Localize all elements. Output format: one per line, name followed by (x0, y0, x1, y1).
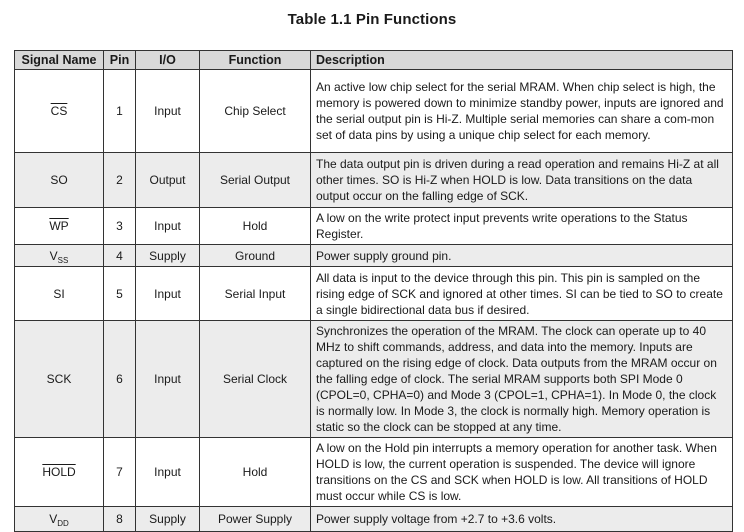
io-cell: Input (136, 267, 200, 321)
function-cell: Hold (200, 208, 311, 245)
table-row-so (15, 153, 733, 208)
description-cell: A low on the write protect input prevents write operations to the Status Register. (311, 208, 733, 245)
pin-cell: 7 (104, 438, 136, 507)
header-function: Function (200, 51, 311, 70)
io-cell: Supply (136, 507, 200, 532)
header-pin: Pin (104, 51, 136, 70)
description-cell: Power supply voltage from +2.7 to +3.6 volts. (311, 507, 733, 532)
table-title: Table 1.1 Pin Functions (287, 11, 457, 28)
function-cell: Ground (200, 245, 311, 267)
signal-cell: SO (15, 153, 104, 208)
signal-name: $\overline{CS}$ (50, 104, 68, 118)
pin-functions-table (14, 50, 733, 532)
signal-cell: SCK (15, 321, 104, 438)
header-io: I/O (136, 51, 200, 70)
io-cell: Input (136, 70, 200, 153)
io-cell: Supply (136, 245, 200, 267)
header-description: Description (311, 51, 733, 70)
signal-cell (15, 245, 104, 267)
function-cell: Serial Output (200, 153, 311, 208)
signal-cell (15, 208, 104, 245)
table-row-cs (15, 70, 733, 153)
pin-cell: 6 (104, 321, 136, 438)
signal-cell (15, 70, 104, 153)
table-row-hold (15, 438, 733, 507)
signal-name: HOLD (42, 465, 76, 479)
signal-name: $\overline{WP}$ (49, 219, 69, 233)
function-cell: Hold (200, 438, 311, 507)
pin-cell: 1 (104, 70, 136, 153)
header-row (15, 51, 733, 70)
pin-cell: 2 (104, 153, 136, 208)
signal-subscript: SS (57, 255, 69, 265)
signal-name: V (49, 512, 58, 526)
table-row-sck (15, 321, 733, 438)
description-cell: Power supply ground pin. (311, 245, 733, 267)
pin-cell: 8 (104, 507, 136, 532)
description-cell: An active low chip select for the serial MRAM. When chip select is high, the memory is powered down to minimize standby power, inputs are ignored and the serial output pin is Hi-Z. Multiple serial memories can share a com-mon set of data pins by using a unique chip select for each memory. (311, 70, 733, 153)
signal-name: V (49, 248, 58, 263)
signal-cell (15, 507, 104, 532)
description-cell: All data is input to the device through this pin. This pin is sampled on the rising edge of SCK and ignored at other times. SI can be tied to SO to create a single bidirectional data bus if desired. (311, 267, 733, 321)
io-cell: Input (136, 321, 200, 438)
signal-subscript: DD (57, 519, 69, 528)
pin-cell: 3 (104, 208, 136, 245)
description-cell: Synchronizes the operation of the MRAM. The clock can operate up to 40 MHz to shift commands, address, and data into the memory. Inputs are captured on the rising edge of clock. Data outputs from the MRAM occur on the falling edge of clock. The serial MRAM supports both SPI Mode 0 (CPOL=0, CPHA=0) and Mode 3 (CPOL=1, CPHA=1). In Mode 0, the clock is normally low. In Mode 3, the clock is normally high. Memory operation is static so the clock can be stopped at any time. (311, 321, 733, 438)
description-cell: A low on the Hold pin interrupts a memory operation for another task. When HOLD is low, the current operation is suspended. The device will ignore transitions on the CS and SCK when HOLD is low. All transitions of HOLD must occur while CS is low. (311, 438, 733, 507)
table-row-wp (15, 208, 733, 245)
header-signal-name: Signal Name (15, 51, 104, 70)
pin-cell: 5 (104, 267, 136, 321)
function-cell: Power Supply (200, 507, 311, 532)
signal-cell (15, 438, 104, 507)
description-cell: The data output pin is driven during a read operation and remains Hi-Z at all other times. SO is Hi-Z when HOLD is low. Data transitions on the data output occur on the falling edge of SCK. (311, 153, 733, 208)
signal-cell: SI (15, 267, 104, 321)
function-cell: Serial Input (200, 267, 311, 321)
table-row-si (15, 267, 733, 321)
table-row-vdd (15, 507, 733, 532)
io-cell: Input (136, 438, 200, 507)
pin-cell: 4 (104, 245, 136, 267)
io-cell: Output (136, 153, 200, 208)
function-cell: Serial Clock (200, 321, 311, 438)
table-row-vss (15, 245, 733, 267)
function-cell: Chip Select (200, 70, 311, 153)
io-cell: Input (136, 208, 200, 245)
